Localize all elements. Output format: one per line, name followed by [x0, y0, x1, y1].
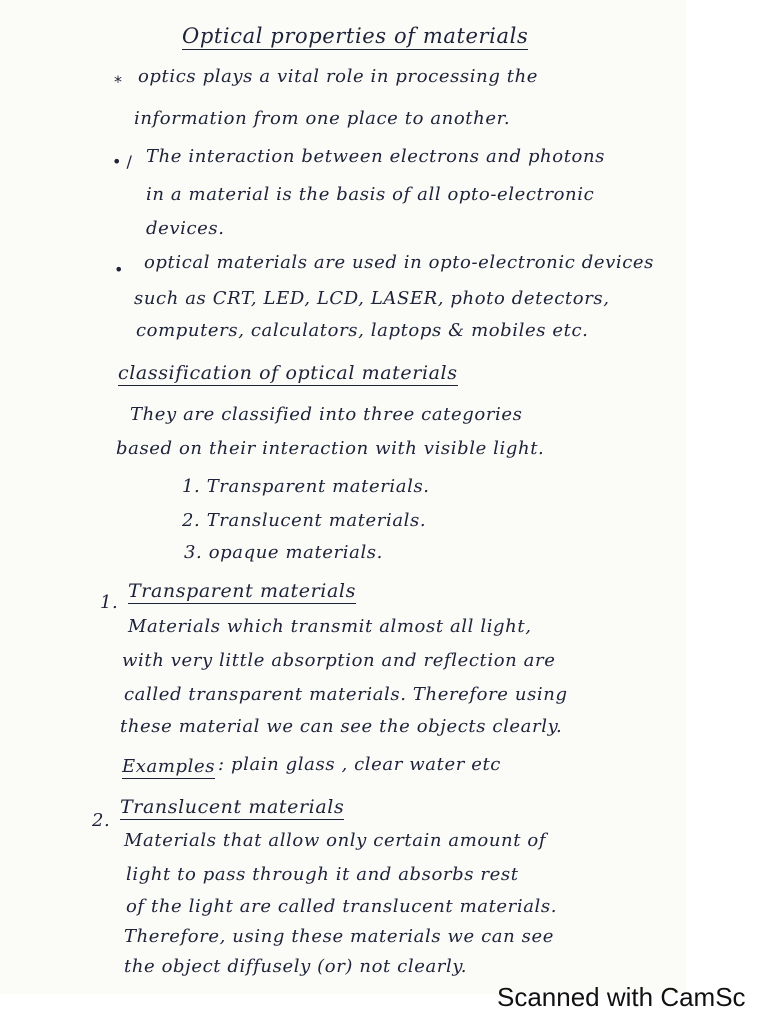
- bullet-marker: •: [114, 260, 124, 279]
- section-line: based on their interaction with visible light.: [116, 438, 545, 459]
- section-line: Materials which transmit almost all light,: [128, 616, 532, 637]
- section-line: They are classified into three categories: [130, 404, 523, 425]
- examples-text: : plain glass , clear water etc: [218, 754, 501, 775]
- section-number: 1.: [100, 592, 119, 613]
- bullet-line: such as CRT, LED, LCD, LASER, photo detectors,: [134, 288, 610, 309]
- bullet-line: devices.: [146, 218, 225, 239]
- bullet-line: in a material is the basis of all opto-electronic: [146, 184, 595, 205]
- section-line: of the light are called translucent materials.: [126, 896, 558, 917]
- section-heading: Transparent materials: [128, 580, 356, 602]
- section-line: these material we can see the objects clearly.: [120, 716, 563, 737]
- section-heading: Translucent materials: [120, 796, 345, 818]
- section-line: Materials that allow only certain amount of: [124, 830, 547, 851]
- list-item: 3. opaque materials.: [184, 542, 383, 563]
- section-line: called transparent materials. Therefore using: [124, 684, 568, 705]
- section-number: 2.: [92, 810, 111, 831]
- bullet-line: optical materials are used in opto-electronic devices: [144, 252, 654, 273]
- bullet-marker: *: [114, 72, 122, 91]
- bullet-line: information from one place to another.: [134, 108, 511, 129]
- bullet-marker: • /: [112, 152, 132, 171]
- list-item: 1. Transparent materials.: [182, 476, 430, 497]
- bullet-line: computers, calculators, laptops & mobiles etc.: [136, 320, 589, 341]
- examples-label: Examples: [122, 756, 216, 777]
- section-heading: classification of optical materials: [118, 362, 458, 384]
- bullet-line: The interaction between electrons and photons: [146, 146, 605, 167]
- bullet-line: optics plays a vital role in processing the: [138, 66, 539, 87]
- list-item: 2. Translucent materials.: [182, 510, 427, 531]
- page-title: Optical properties of materials: [182, 24, 529, 48]
- section-line: with very little absorption and reflection are: [122, 650, 556, 671]
- scanner-watermark: Scanned with CamSc: [497, 982, 746, 1012]
- section-line: Therefore, using these materials we can see: [124, 926, 554, 947]
- section-line: the object diffusely (or) not clearly.: [124, 956, 468, 977]
- section-line: light to pass through it and absorbs rest: [126, 864, 519, 885]
- page-margin: [686, 0, 768, 994]
